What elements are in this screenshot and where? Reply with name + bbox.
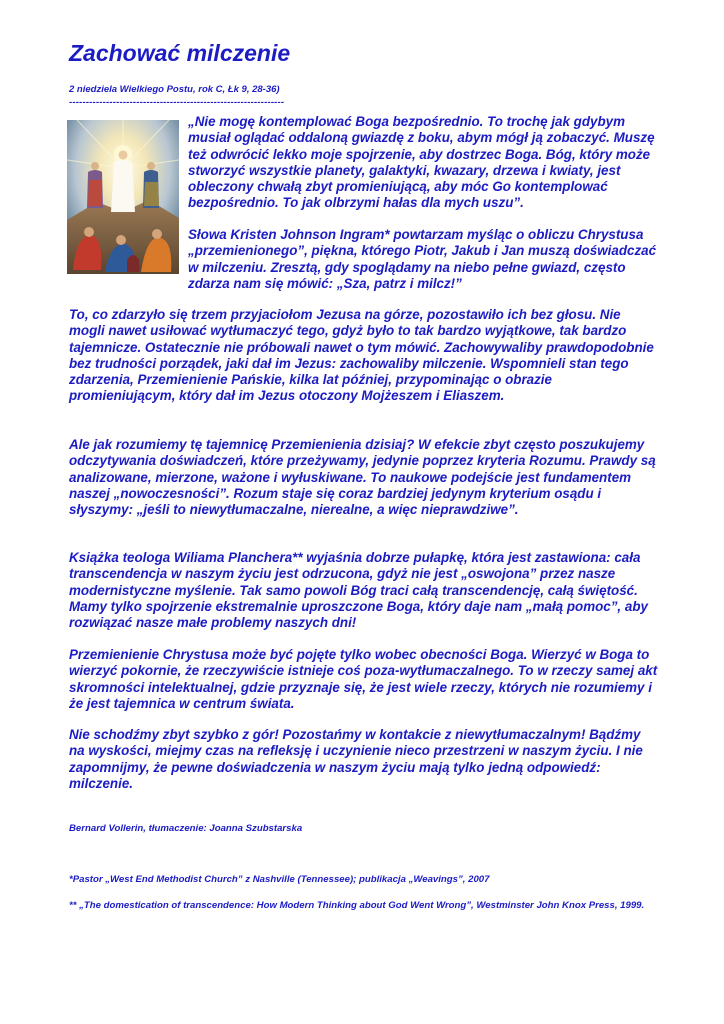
- paragraph: Słowa Kristen Johnson Ingram* powtarzam myśląc o obliczu Chrystusa „przemienionego”, piękna, którego Piotr, Jakub i Jan muszą doświadczać w milczeniu. Zresztą, gdy spoglądamy na niebo pełne gwiazd, często zdarza nam się mówić: „Sza, patrz i milcz!”: [188, 227, 657, 291]
- paragraph: Nie schodźmy zbyt szybko z gór! Pozostańmy w kontakcie z niewytłumaczalnym! Bądźmy na wyskości, miejmy czas na refleksję i uczynienie nieco przestrzeni w naszym życiu. I nie zapomnijmy, że pewne doświadczenia w naszym życiu mają tylko jedną odpowiedź: milczenie.: [69, 727, 643, 791]
- document-title: Zachować milczenie: [69, 40, 291, 66]
- paragraph: Przemienienie Chrystusa może być pojęte tylko wobec obecności Boga. Wierzyć w Boga to wierzyć pokornie, że rzeczywiście istnieje coś poza-wytłumaczalnego. To w rzeczy samej akt skromności intelektualnej, gdzie przyznaje się, że jest wiele rzeczy, których nie rozumiemy i że jest tajemnica w centrum świata.: [69, 647, 658, 711]
- footnote: *Pastor „West End Methodist Church” z Nashville (Tennessee); publikacja „Weavings”, 2007: [69, 874, 490, 885]
- document-subtitle: 2 niedziela Wielkiego Postu, rok C, Łk 9, 28-36): [69, 84, 280, 95]
- divider-line: ----------------------------------------------------------------: [69, 97, 285, 108]
- paragraph-quote: „Nie mogę kontemplować Boga bezpośrednio. To trochę jak gdybym musiał oglądać oddaloną gwiazdę z boku, abym mógł ją zobaczyć. Muszę też odwrócić lekko moje spojrzenie, aby dostrzec Boga. Bóg, który może stworzyć wszystkie planety, galaktyki, kwazary, drzewa i kwiaty, jest obleczony chwałą zbyt promieniującą, aby móc Go kontemplować bezpośrednio. To jak olbrzymi hałas dla mych uszu”.: [188, 114, 655, 211]
- author-credit: Bernard Vollerin, tłumaczenie: Joanna Szubstarska: [69, 823, 303, 834]
- footnote: ** „The domestication of transcendence: How Modern Thinking about God Went Wrong”, Westminster John Knox Press, 1999.: [69, 900, 645, 911]
- paragraph: Ale jak rozumiemy tę tajemnicę Przemienienia dzisiaj? W efekcie zbyt często poszukujemy odczytywania doświadczeń, które przeżywamy, jedynie poprzez kryteria Rozumu. Prawdy są analizowane, mierzone, ważone i wyłuskiwane. To naukowe podejście jest fundamentem naszej „nowoczesności”. Rozum staje się coraz bardziej jedynym kryterium osądu i słyszymy: „jeśli to niewytłumaczalne, nierealne, a więc nieprawdziwe”.: [69, 437, 656, 518]
- paragraph: Książka teologa Wiliama Planchera** wyjaśnia dobrze pułapkę, która jest zastawiona: cała transcendencja w naszym życiu jest odrzucona, gdyż nie jest „oswojona” przez nasze modernistyczne myślenie. Tak samo powoli Bóg traci całą transcendencję, całą świętość. Mamy tylko spojrzenie ekstremalnie uproszczone Boga, który daje nam „małą pomoc”, aby rozwiązać nasze małe problemy naszych dni!: [69, 550, 648, 631]
- transfiguration-image: [67, 120, 179, 274]
- paragraph: To, co zdarzyło się trzem przyjaciołom Jezusa na górze, pozostawiło ich bez głosu. Nie mogli nawet usiłować wytłumaczyć tego, gdyż było to tak bardzo wyjątkowe, tak bardzo tajemnicze. Ostatecznie nie próbowali nawet o tym mówić. Zachowywaliby prawdopodobnie bez trudności porządek, jaki dał im Jezus: zachowaliby milczenie. Wspomnieli stan tego zdarzenia, Przemienienie Pańskie, kilka lat później, przypominając o obrazie promieniującym, który dał im Jezus otoczony Mojżeszem i Eliaszem.: [69, 307, 654, 404]
